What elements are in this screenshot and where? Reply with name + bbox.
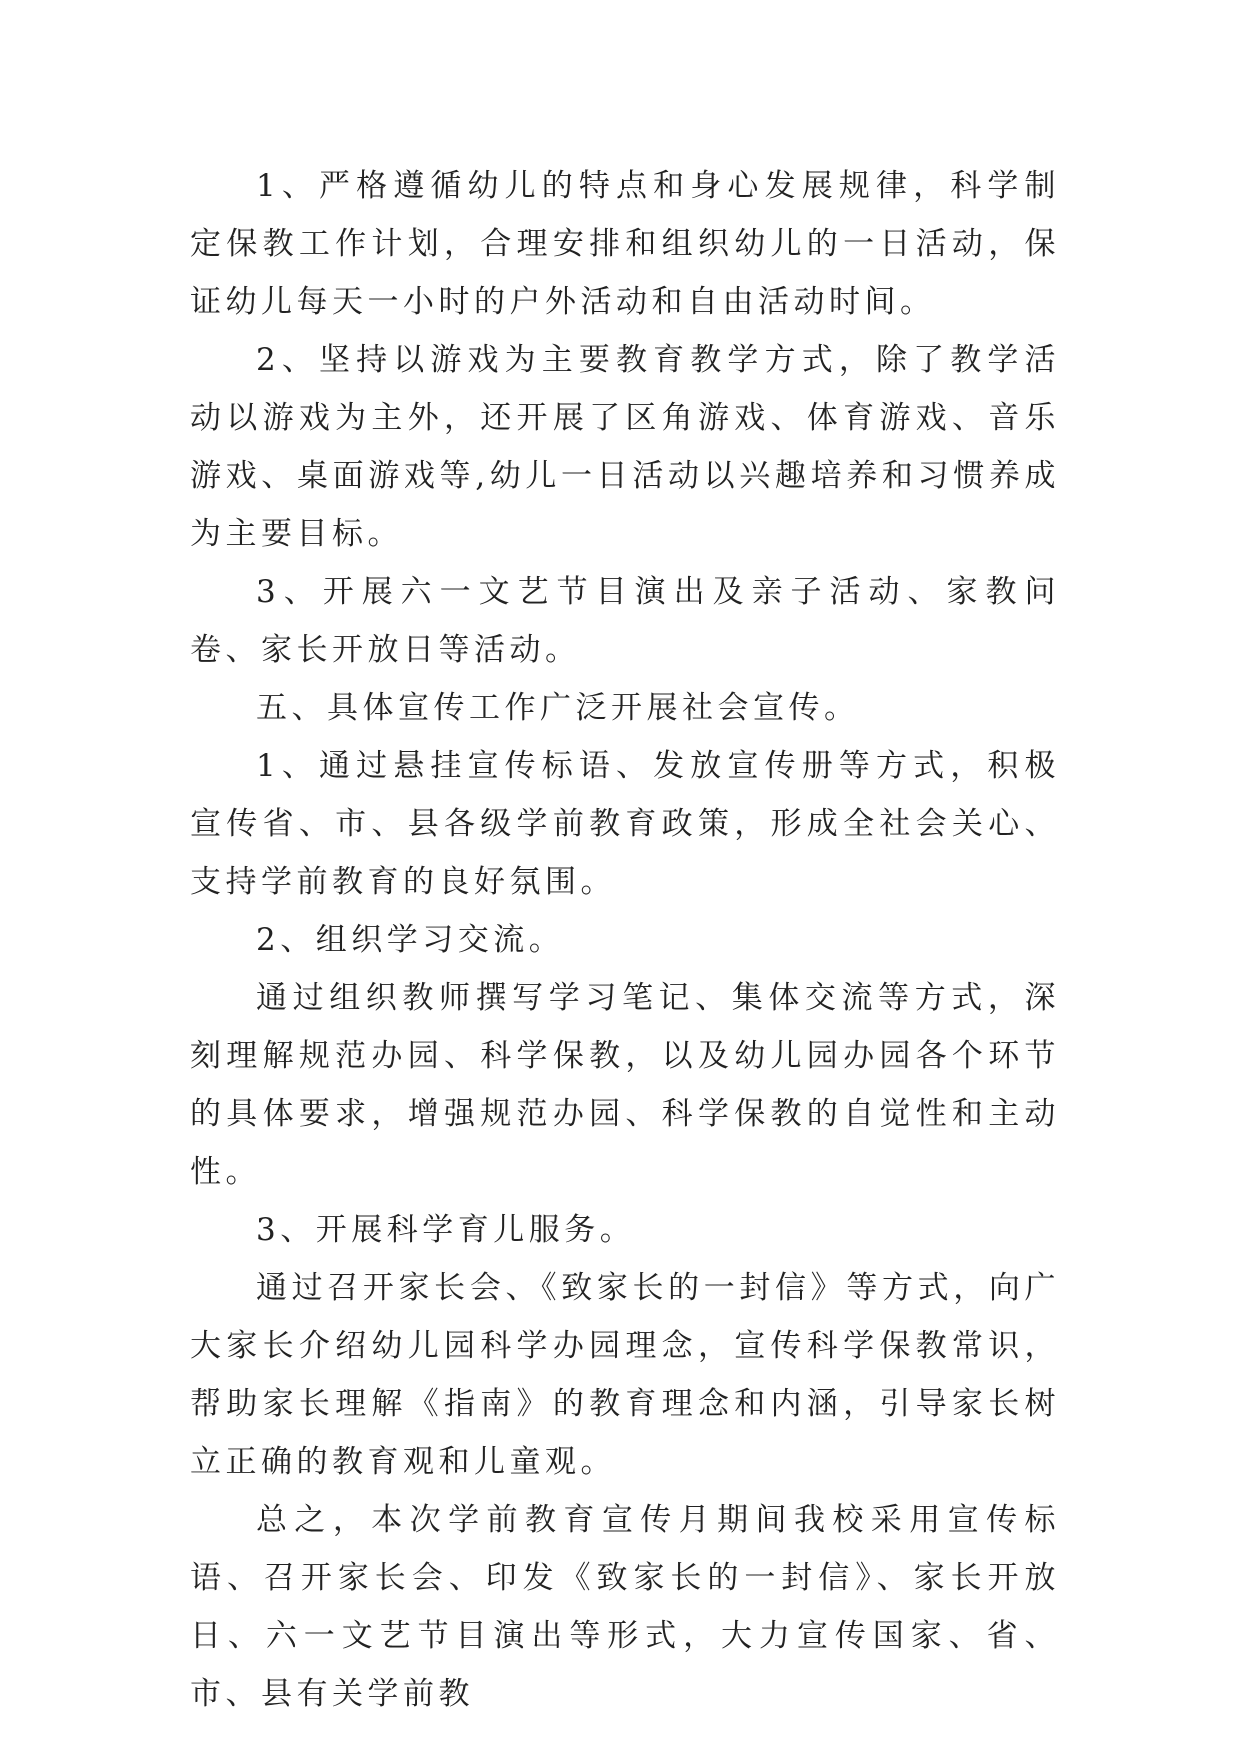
subheading-study-exchange: 2、组织学习交流。 — [256, 922, 565, 958]
paragraph-3: 3、开展六一文艺节目演出及亲子活动、家教问卷、家长开放日等活动。 — [190, 574, 1060, 668]
section-heading-5: 五、具体宣传工作广泛开展社会宣传。 — [256, 690, 860, 726]
paragraph-4: 1、通过悬挂宣传标语、发放宣传册等方式，积极宣传省、市、县各级学前教育政策，形成全社会关心、支持学前教育的良好氛围。 — [190, 748, 1060, 900]
paragraph-6: 通过召开家长会、《致家长的一封信》等方式，向广大家长介绍幼儿园科学办园理念，宣传科学保教常识，帮助家长理解《指南》的教育理念和内涵，引导家长树立正确的教育观和儿童观。 — [190, 1270, 1060, 1480]
document-body — [190, 157, 1060, 1723]
paragraph-2: 2、坚持以游戏为主要教育教学方式，除了教学活动以游戏为主外，还开展了区角游戏、体育游戏、音乐游戏、桌面游戏等,幼儿一日活动以兴趣培养和习惯养成为主要目标。 — [190, 342, 1060, 552]
subheading-parenting-service: 3、开展科学育儿服务。 — [256, 1212, 636, 1248]
paragraph-5: 通过组织教师撰写学习笔记、集体交流等方式，深刻理解规范办园、科学保教，以及幼儿园办园各个环节的具体要求，增强规范办园、科学保教的自觉性和主动性。 — [190, 980, 1060, 1190]
paragraph-7: 总之，本次学前教育宣传月期间我校采用宣传标语、召开家长会、印发《致家长的一封信》、家长开放日、六一文艺节目演出等形式，大力宣传国家、省、市、县有关学前教 — [190, 1502, 1060, 1712]
paragraph-1: 1、严格遵循幼儿的特点和身心发展规律，科学制定保教工作计划，合理安排和组织幼儿的一日活动，保证幼儿每天一小时的户外活动和自由活动时间。 — [190, 168, 1060, 320]
